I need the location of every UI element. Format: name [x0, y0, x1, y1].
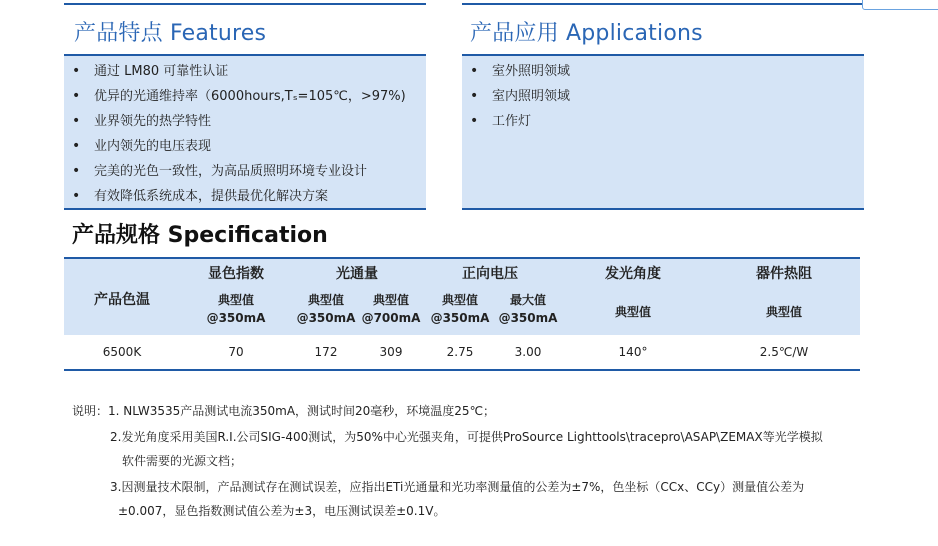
applications-panel [462, 54, 864, 210]
header-cct: 产品色温 [64, 258, 180, 311]
header-vf-typ: 典型值 [422, 287, 498, 311]
spec-table [64, 257, 860, 371]
note-line-5: ±0.007，显色指数测试值公差为±3，电压测试误差±0.1V。 [118, 504, 446, 518]
spec-header-row-2 [64, 287, 860, 311]
header-rth-typ: 典型值 [708, 287, 860, 335]
list-item: • 有效降低系统成本，提供最优化解决方案 [72, 188, 329, 204]
list-item: • 通过 LM80 可靠性认证 [72, 63, 229, 79]
header-vf-typ-cond: @350mA [422, 311, 498, 335]
features-panel [64, 54, 426, 210]
spec-header-row-1 [64, 258, 860, 287]
cell-cct: 6500K [102, 345, 142, 359]
cell-cri: 70 [228, 345, 244, 359]
note-line-4: 3.因测量技术限制，产品测试存在测试误差，应指出ETi光通量和光功率测量值的公差为±7%，色坐标（CCx、CCy）测量值公差为 [110, 480, 805, 494]
spec-title: 产品规格 Specification [72, 223, 328, 248]
header-angle: 发光角度 [558, 258, 708, 287]
applications-top-rule [462, 3, 864, 5]
list-item: • 优异的光通维持率（6000hours,Tₛ=105℃，>97%) [72, 88, 406, 104]
cell-flux700: 309 [379, 345, 403, 359]
cell-angle: 140° [618, 345, 648, 359]
header-rth: 器件热阻 [708, 258, 860, 287]
header-flux700-cond: @700mA [360, 311, 422, 335]
list-item: • 业界领先的热学特性 [72, 113, 212, 129]
header-angle-typ: 典型值 [558, 287, 708, 335]
cell-vf-max: 3.00 [514, 345, 542, 359]
header-flux350-typ: 典型值 [292, 287, 360, 311]
list-item: • 业内领先的电压表现 [72, 138, 212, 154]
header-blank [64, 311, 180, 335]
list-item: • 室外照明领域 [470, 63, 571, 79]
header-flux700-typ: 典型值 [360, 287, 422, 311]
cell-vf-typ: 2.75 [446, 345, 474, 359]
header-cri-cond: @350mA [180, 311, 292, 335]
note-line-1: 说明：1. NLW3535产品测试电流350mA，测试时间20毫秒，环境温度25℃； [72, 404, 496, 418]
cell-rth: 2.5℃/W [759, 345, 809, 359]
list-item: • 工作灯 [470, 113, 532, 129]
features-top-rule [64, 3, 426, 5]
list-item: • 室内照明领域 [470, 88, 571, 104]
header-flux: 光通量 [292, 258, 422, 287]
applications-list [462, 59, 864, 134]
features-title: 产品特点 Features [74, 21, 267, 46]
note-line-2: 2.发光角度采用美国R.I.公司SIG-400测试，为50%中心光强夹角，可提供ProSource Lighttools\tracepro\ASAP\ZEMAX等光学模拟 [110, 430, 823, 444]
header-vf-max: 最大值 [498, 287, 558, 311]
cell-flux350: 172 [314, 345, 338, 359]
header-cri: 显色指数 [180, 258, 292, 287]
list-item: • 完美的光色一致性，为高品质照明环境专业设计 [72, 163, 368, 179]
table-row [64, 335, 860, 370]
features-list [64, 59, 426, 209]
header-vf-max-cond: @350mA [498, 311, 558, 335]
header-cri-typ: 典型值 [180, 287, 292, 311]
note-line-3: 软件需要的光源文档； [122, 454, 243, 468]
applications-title: 产品应用 Applications [470, 21, 703, 46]
corner-tag [862, 0, 938, 10]
header-flux350-cond: @350mA [292, 311, 360, 335]
header-vf: 正向电压 [422, 258, 558, 287]
